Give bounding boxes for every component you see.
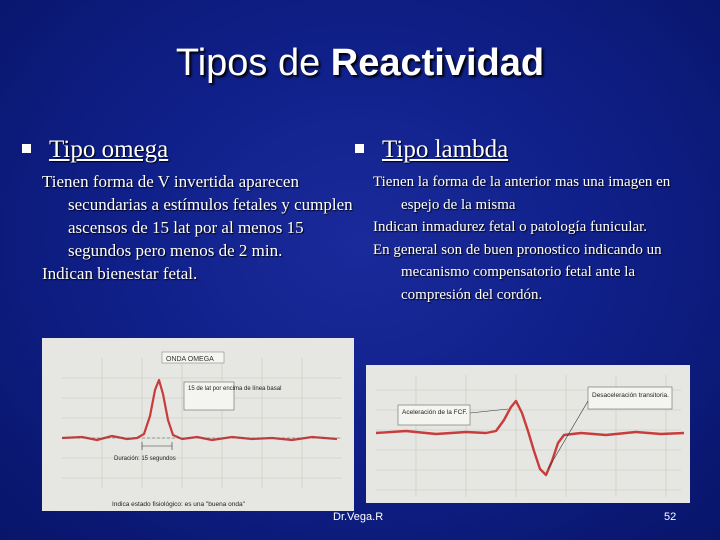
bullet-square-icon xyxy=(22,144,31,153)
left-paragraph: Tienen forma de V invertida aparecen secundarias a estímulos fetales y cumplen ascensos de 15 lat por al menos 15 segundos pero menos de 2 min. xyxy=(42,172,353,260)
left-heading xyxy=(22,136,168,164)
right-heading-text: Tipo lambda xyxy=(382,136,509,163)
title-prefix: Tipos de xyxy=(175,42,321,84)
lambda-label-decel: Desaceleración transitoria. xyxy=(592,392,669,399)
lambda-wave-graph xyxy=(366,365,690,503)
page-number: 52 xyxy=(664,511,677,523)
footer-author: Dr.Vega.R xyxy=(333,511,384,523)
bullet-square-icon xyxy=(355,144,364,153)
left-paragraph: Indican bienestar fetal. xyxy=(42,264,198,283)
left-text xyxy=(42,170,362,285)
slide-title xyxy=(0,42,720,85)
title-bold: Reactividad xyxy=(330,42,545,84)
right-heading xyxy=(355,136,508,164)
omega-label-duration: Duración: 15 segundos xyxy=(114,456,176,462)
lambda-label-accel: Aceleración de la FCF. xyxy=(402,409,468,416)
omega-label-box: 15 de lat por encima de línea basal xyxy=(188,386,282,392)
omega-label-title: ONDA OMEGA xyxy=(166,356,214,363)
right-paragraph: En general son de buen pronostico indicando un mecanismo compensatorio fetal ante la compresión del cordón. xyxy=(373,241,662,303)
left-heading-text: Tipo omega xyxy=(49,136,169,163)
right-text xyxy=(373,171,685,306)
omega-wave-figure xyxy=(42,338,354,511)
right-paragraph: Indican inmadurez fetal o patología funicular. xyxy=(373,219,648,235)
right-paragraph: Tienen la forma de la anterior mas una imagen en espejo de la misma xyxy=(373,174,671,213)
omega-wave-graph xyxy=(42,338,354,511)
omega-caption: Indica estado fisiológico: es una "buena onda" xyxy=(112,501,245,508)
lambda-wave-figure xyxy=(366,365,690,503)
